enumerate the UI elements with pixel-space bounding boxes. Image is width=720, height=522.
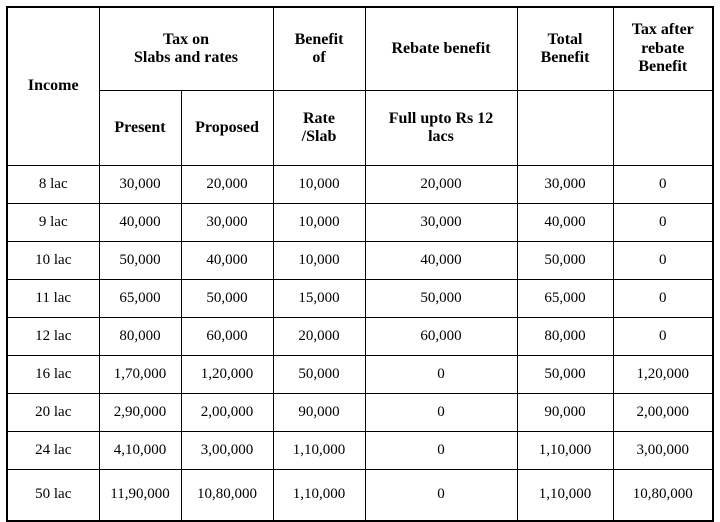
cell-total-benefit: 1,10,000 bbox=[517, 432, 613, 470]
table-row bbox=[7, 242, 713, 280]
cell-rebate-benefit: 60,000 bbox=[365, 318, 517, 356]
cell-total-benefit: 1,10,000 bbox=[517, 470, 613, 522]
subcolumn-header-full-upto bbox=[365, 91, 517, 166]
subcolumn-header-rate-slab bbox=[273, 91, 365, 166]
cell-rate-slab: 90,000 bbox=[273, 394, 365, 432]
subcolumn-header-rate-slab-line1: Rate bbox=[303, 109, 335, 127]
cell-income: 16 lac bbox=[7, 356, 99, 394]
cell-proposed: 30,000 bbox=[181, 204, 273, 242]
cell-rebate-benefit: 30,000 bbox=[365, 204, 517, 242]
cell-rate-slab: 15,000 bbox=[273, 280, 365, 318]
cell-present: 1,70,000 bbox=[99, 356, 181, 394]
column-header-benefit-of-line2: of bbox=[312, 49, 326, 66]
table-row bbox=[7, 166, 713, 204]
cell-rebate-benefit: 0 bbox=[365, 432, 517, 470]
column-header-tax-after-rebate bbox=[613, 7, 713, 91]
cell-present: 80,000 bbox=[99, 318, 181, 356]
column-header-tax-on-slabs-line2: Slabs and rates bbox=[133, 49, 239, 66]
cell-tax-after-rebate: 1,20,000 bbox=[613, 356, 713, 394]
tax-comparison-table bbox=[6, 6, 714, 522]
cell-rebate-benefit: 0 bbox=[365, 394, 517, 432]
header-row-secondary bbox=[7, 91, 713, 166]
tax-comparison-table-container bbox=[6, 6, 714, 503]
subcolumn-header-present bbox=[99, 91, 181, 166]
cell-rate-slab: 10,000 bbox=[273, 242, 365, 280]
cell-rebate-benefit: 0 bbox=[365, 356, 517, 394]
cell-income: 9 lac bbox=[7, 204, 99, 242]
cell-present: 4,10,000 bbox=[99, 432, 181, 470]
cell-rebate-benefit: 0 bbox=[365, 470, 517, 522]
table-row bbox=[7, 204, 713, 242]
cell-total-benefit: 90,000 bbox=[517, 394, 613, 432]
table-row bbox=[7, 470, 713, 522]
cell-total-benefit: 50,000 bbox=[517, 356, 613, 394]
cell-present: 11,90,000 bbox=[99, 470, 181, 522]
cell-income: 8 lac bbox=[7, 166, 99, 204]
column-header-rebate-benefit-label: Rebate benefit bbox=[391, 39, 491, 57]
cell-tax-after-rebate: 0 bbox=[613, 204, 713, 242]
subcolumn-header-full-upto-line1: Full upto Rs 12 bbox=[388, 109, 494, 127]
cell-tax-after-rebate: 0 bbox=[613, 318, 713, 356]
table-header bbox=[7, 7, 713, 166]
header-row-primary bbox=[7, 7, 713, 91]
cell-tax-after-rebate: 10,80,000 bbox=[613, 470, 713, 522]
cell-income: 12 lac bbox=[7, 318, 99, 356]
subcolumn-header-proposed-label: Proposed bbox=[195, 118, 259, 136]
cell-present: 65,000 bbox=[99, 280, 181, 318]
cell-proposed: 40,000 bbox=[181, 242, 273, 280]
table-row bbox=[7, 280, 713, 318]
column-header-benefit-of-line1: Benefit bbox=[294, 30, 344, 48]
table-body bbox=[7, 166, 713, 522]
cell-tax-after-rebate: 0 bbox=[613, 166, 713, 204]
column-header-benefit-of bbox=[273, 7, 365, 91]
subcolumn-header-full-upto-line2: lacs bbox=[428, 128, 454, 145]
column-header-total-benefit-line2: Benefit bbox=[540, 49, 590, 66]
cell-income: 50 lac bbox=[7, 470, 99, 522]
cell-tax-after-rebate: 3,00,000 bbox=[613, 432, 713, 470]
cell-income: 10 lac bbox=[7, 242, 99, 280]
column-header-total-benefit-line1: Total bbox=[547, 30, 583, 48]
cell-proposed: 60,000 bbox=[181, 318, 273, 356]
cell-present: 40,000 bbox=[99, 204, 181, 242]
table-row bbox=[7, 318, 713, 356]
cell-rate-slab: 10,000 bbox=[273, 166, 365, 204]
cell-proposed: 3,00,000 bbox=[181, 432, 273, 470]
column-header-tax-on-slabs bbox=[99, 7, 273, 91]
cell-tax-after-rebate: 2,00,000 bbox=[613, 394, 713, 432]
cell-rate-slab: 20,000 bbox=[273, 318, 365, 356]
cell-tax-after-rebate: 0 bbox=[613, 242, 713, 280]
column-header-total-benefit bbox=[517, 7, 613, 91]
cell-total-benefit: 50,000 bbox=[517, 242, 613, 280]
cell-proposed: 2,00,000 bbox=[181, 394, 273, 432]
cell-present: 2,90,000 bbox=[99, 394, 181, 432]
column-header-income bbox=[7, 7, 99, 166]
column-header-tax-on-slabs-line1: Tax on bbox=[162, 30, 210, 48]
cell-rebate-benefit: 40,000 bbox=[365, 242, 517, 280]
column-header-income-label: Income bbox=[27, 77, 79, 95]
cell-total-benefit: 80,000 bbox=[517, 318, 613, 356]
cell-proposed: 20,000 bbox=[181, 166, 273, 204]
table-row bbox=[7, 356, 713, 394]
cell-proposed: 10,80,000 bbox=[181, 470, 273, 522]
column-header-tax-after-rebate-line3: Benefit bbox=[638, 58, 688, 76]
cell-rebate-benefit: 20,000 bbox=[365, 166, 517, 204]
cell-total-benefit: 30,000 bbox=[517, 166, 613, 204]
column-header-tax-after-rebate-line1: Tax after bbox=[631, 21, 694, 39]
table-row bbox=[7, 432, 713, 470]
column-header-rebate-benefit bbox=[365, 7, 517, 91]
cell-rebate-benefit: 50,000 bbox=[365, 280, 517, 318]
cell-total-benefit: 40,000 bbox=[517, 204, 613, 242]
cell-income: 11 lac bbox=[7, 280, 99, 318]
cell-present: 50,000 bbox=[99, 242, 181, 280]
column-header-tax-after-rebate-line2: rebate bbox=[641, 39, 685, 57]
cell-rate-slab: 10,000 bbox=[273, 204, 365, 242]
cell-total-benefit: 65,000 bbox=[517, 280, 613, 318]
cell-present: 30,000 bbox=[99, 166, 181, 204]
cell-tax-after-rebate: 0 bbox=[613, 280, 713, 318]
subcolumn-header-rate-slab-line2: /Slab bbox=[301, 128, 337, 145]
cell-rate-slab: 50,000 bbox=[273, 356, 365, 394]
subcolumn-header-proposed bbox=[181, 91, 273, 166]
cell-proposed: 50,000 bbox=[181, 280, 273, 318]
cell-proposed: 1,20,000 bbox=[181, 356, 273, 394]
cell-rate-slab: 1,10,000 bbox=[273, 470, 365, 522]
subcolumn-header-total-benefit-blank bbox=[517, 91, 613, 166]
subcolumn-header-tax-after-rebate-blank bbox=[613, 91, 713, 166]
table-row bbox=[7, 394, 713, 432]
cell-rate-slab: 1,10,000 bbox=[273, 432, 365, 470]
cell-income: 20 lac bbox=[7, 394, 99, 432]
cell-income: 24 lac bbox=[7, 432, 99, 470]
subcolumn-header-present-label: Present bbox=[114, 118, 166, 136]
